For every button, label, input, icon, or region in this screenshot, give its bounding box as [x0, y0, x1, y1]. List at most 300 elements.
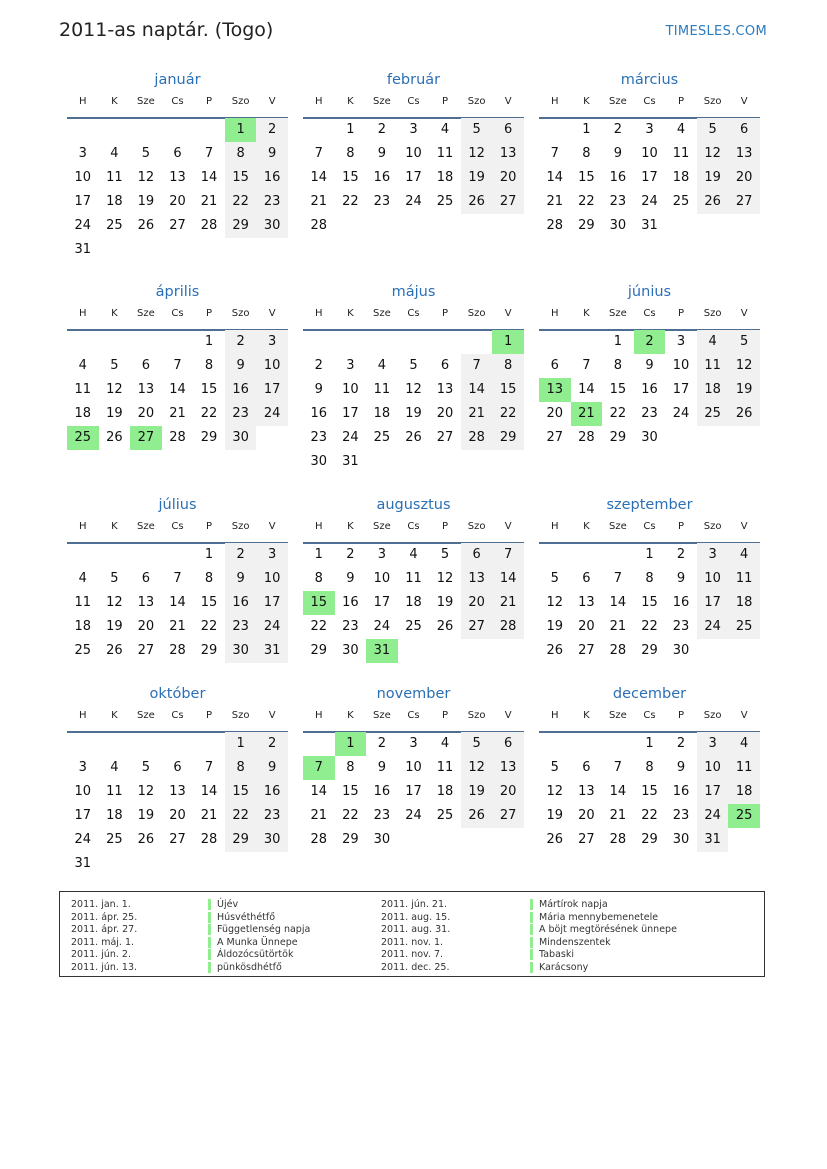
weekday-header: H: [315, 308, 323, 319]
day-cell: 30: [232, 643, 249, 658]
day-cell: 3: [78, 146, 87, 161]
day-cell: 30: [609, 218, 627, 233]
weekday-header: H: [79, 308, 87, 319]
weekday-header: V: [740, 710, 748, 721]
day-cell: 6: [740, 122, 749, 137]
day-cell: 5: [110, 358, 119, 373]
day-cell: 24: [641, 194, 658, 209]
day-cell: 18: [704, 382, 721, 397]
day-cell: 2: [268, 122, 277, 137]
day-cell: 14: [169, 595, 186, 610]
holiday-legend: [59, 891, 765, 977]
holiday-day: 25: [67, 426, 99, 450]
day-cell: 7: [173, 571, 182, 586]
day-cell: 14: [499, 571, 517, 586]
weekday-header: Sze: [609, 710, 627, 721]
day-cell: 28: [310, 832, 328, 847]
day-cell: 15: [578, 170, 595, 185]
day-cell: 17: [641, 170, 658, 185]
day-cell: 11: [704, 358, 721, 373]
day-cell: 20: [499, 170, 517, 185]
weekday-header: P: [442, 710, 449, 721]
holiday-day: 1: [335, 732, 367, 756]
weekday-header: H: [315, 710, 323, 721]
day-cell: 17: [373, 595, 391, 610]
brand-link[interactable]: TIMESLES.COM: [665, 24, 767, 39]
holiday-day: 1: [225, 118, 257, 142]
day-cell: 26: [106, 430, 123, 445]
day-cell: 27: [546, 430, 564, 445]
day-cell: 18: [373, 406, 391, 421]
day-cell: 7: [613, 760, 623, 775]
day-cell: 12: [546, 595, 564, 610]
day-cell: 5: [409, 358, 418, 373]
day-cell: 23: [672, 808, 690, 823]
day-cell: 21: [310, 808, 328, 823]
day-cell: 18: [735, 784, 753, 799]
day-cell: 25: [436, 808, 454, 823]
day-cell: 20: [578, 619, 595, 634]
day-cell: 20: [169, 808, 186, 823]
day-cell: 15: [232, 170, 249, 185]
day-cell: 27: [499, 808, 517, 823]
weekday-header: V: [268, 710, 276, 721]
day-cell: 16: [609, 170, 627, 185]
day-cell: 14: [546, 170, 564, 185]
day-cell: 9: [377, 146, 387, 161]
day-cell: 8: [613, 358, 623, 373]
day-cell: 21: [169, 406, 186, 421]
day-cell: 6: [504, 736, 513, 751]
day-cell: 8: [645, 760, 654, 775]
month-name: június: [627, 284, 672, 300]
weekday-header: P: [206, 96, 213, 107]
day-cell: 21: [169, 619, 186, 634]
weekday-header: H: [79, 96, 87, 107]
day-cell: 25: [74, 643, 92, 658]
day-cell: 27: [578, 643, 595, 658]
day-cell: 4: [78, 358, 87, 373]
weekday-header: H: [551, 521, 559, 532]
weekday-header: P: [442, 308, 449, 319]
day-cell: 4: [440, 736, 450, 751]
day-cell: 14: [310, 784, 328, 799]
day-cell: 24: [405, 194, 422, 209]
weekday-header: K: [347, 521, 354, 532]
day-cell: 11: [74, 595, 92, 610]
month-name: február: [386, 72, 441, 88]
page-title: 2011-as naptár. (Togo): [59, 19, 274, 41]
weekday-header: Szo: [467, 521, 486, 532]
day-cell: 19: [468, 784, 485, 799]
day-cell: 12: [106, 595, 123, 610]
day-cell: 2: [676, 547, 686, 562]
day-cell: 10: [263, 358, 281, 373]
day-cell: 26: [546, 832, 564, 847]
day-cell: 10: [641, 146, 658, 161]
day-cell: 14: [200, 170, 218, 185]
day-cell: 17: [704, 595, 721, 610]
day-cell: 14: [310, 170, 328, 185]
day-cell: 14: [578, 382, 595, 397]
day-cell: 28: [310, 218, 328, 233]
weekday-header: K: [583, 96, 590, 107]
weekday-header: P: [206, 308, 213, 319]
day-cell: 19: [735, 382, 753, 397]
weekday-header: Sze: [137, 308, 155, 319]
day-cell: 24: [74, 218, 92, 233]
day-cell: 23: [672, 619, 690, 634]
day-cell: 9: [346, 571, 355, 586]
weekday-header: Cs: [171, 96, 184, 107]
weekday-header: V: [504, 521, 512, 532]
legend-holiday-name: A böjt megtörésének ünnepe: [530, 924, 677, 935]
day-cell: 21: [609, 808, 627, 823]
day-cell: 22: [232, 808, 249, 823]
day-cell: 6: [173, 146, 182, 161]
day-cell: 22: [578, 194, 595, 209]
day-cell: 12: [106, 382, 123, 397]
day-cell: 24: [672, 406, 690, 421]
day-cell: 12: [405, 382, 422, 397]
day-cell: 3: [268, 334, 277, 349]
day-cell: 10: [373, 571, 391, 586]
day-cell: 6: [582, 571, 591, 586]
weekday-header: K: [111, 96, 118, 107]
day-cell: 29: [310, 643, 328, 658]
day-cell: 26: [468, 194, 485, 209]
weekday-header: Sze: [373, 710, 391, 721]
day-cell: 12: [468, 760, 485, 775]
day-cell: 13: [137, 595, 155, 610]
day-cell: 23: [609, 194, 627, 209]
day-cell: 5: [550, 571, 559, 586]
day-cell: 28: [499, 619, 517, 634]
day-cell: 6: [440, 358, 450, 373]
weekday-header: Szo: [231, 308, 250, 319]
weekday-header: Cs: [407, 308, 420, 319]
day-cell: 12: [137, 784, 155, 799]
day-cell: 15: [200, 595, 218, 610]
day-cell: 25: [704, 406, 721, 421]
holiday-day: 31: [366, 639, 398, 663]
day-cell: 3: [346, 358, 355, 373]
day-cell: 22: [232, 194, 249, 209]
day-cell: 8: [346, 146, 355, 161]
legend-holiday-name: Újév: [208, 899, 238, 910]
holiday-day: 1: [492, 330, 524, 354]
day-cell: 21: [200, 194, 218, 209]
day-cell: 21: [499, 595, 517, 610]
day-cell: 7: [204, 146, 214, 161]
weekday-header: Szo: [467, 96, 486, 107]
weekday-header: K: [583, 308, 590, 319]
day-cell: 16: [672, 595, 690, 610]
day-cell: 16: [373, 784, 391, 799]
day-cell: 9: [268, 146, 277, 161]
weekday-header: P: [442, 521, 449, 532]
day-cell: 4: [440, 122, 450, 137]
day-cell: 29: [232, 218, 249, 233]
legend-date: 2011. jan. 1.: [71, 899, 131, 910]
day-cell: 18: [436, 170, 454, 185]
day-cell: 24: [704, 808, 721, 823]
legend-date: 2011. dec. 25.: [381, 961, 450, 973]
day-cell: 30: [310, 454, 328, 469]
weekday-header: H: [551, 308, 559, 319]
day-cell: 24: [405, 808, 422, 823]
day-cell: 14: [169, 382, 186, 397]
day-cell: 27: [499, 194, 517, 209]
holiday-day: 21: [571, 402, 603, 426]
day-cell: 18: [735, 595, 753, 610]
day-cell: 23: [263, 808, 281, 823]
day-cell: 16: [310, 406, 328, 421]
weekday-header: Sze: [137, 710, 155, 721]
day-cell: 7: [582, 358, 591, 373]
day-cell: 7: [314, 146, 323, 161]
day-cell: 27: [169, 218, 186, 233]
day-cell: 16: [263, 784, 281, 799]
day-cell: 14: [200, 784, 218, 799]
day-cell: 11: [436, 760, 454, 775]
legend-holiday-name: Mária mennybemenetele: [530, 912, 658, 923]
day-cell: 18: [672, 170, 690, 185]
month-name: május: [391, 284, 436, 300]
day-cell: 4: [740, 547, 749, 562]
day-cell: 25: [373, 430, 391, 445]
day-cell: 7: [173, 358, 182, 373]
day-cell: 4: [377, 358, 387, 373]
weekday-header: Sze: [373, 521, 391, 532]
day-cell: 2: [613, 122, 623, 137]
weekday-header: P: [442, 96, 449, 107]
day-cell: 29: [200, 430, 218, 445]
day-cell: 8: [204, 571, 214, 586]
legend-holiday-name: Függetlenség napja: [208, 924, 310, 935]
day-cell: 10: [405, 146, 422, 161]
day-cell: 1: [582, 122, 591, 137]
holiday-day: 2: [634, 330, 666, 354]
day-cell: 21: [468, 406, 485, 421]
legend-date: 2011. ápr. 27.: [71, 924, 138, 935]
day-cell: 9: [676, 571, 686, 586]
day-cell: 3: [645, 122, 654, 137]
day-cell: 15: [200, 382, 218, 397]
day-cell: 5: [550, 760, 559, 775]
day-cell: 18: [106, 194, 123, 209]
weekday-header: Cs: [171, 308, 184, 319]
day-cell: 28: [578, 430, 595, 445]
day-cell: 4: [676, 122, 686, 137]
day-cell: 2: [268, 736, 277, 751]
day-cell: 26: [468, 808, 485, 823]
day-cell: 5: [740, 334, 749, 349]
weekday-header: Cs: [643, 308, 656, 319]
legend-date: 2011. aug. 15.: [381, 911, 451, 923]
day-cell: 16: [672, 784, 690, 799]
day-cell: 22: [342, 194, 359, 209]
weekday-header: H: [315, 521, 323, 532]
weekday-header: Sze: [609, 96, 627, 107]
legend-holiday-name: pünkösdhétfő: [208, 962, 282, 973]
day-cell: 10: [263, 571, 281, 586]
weekday-header: Szo: [703, 710, 722, 721]
day-cell: 23: [232, 406, 249, 421]
weekday-header: V: [740, 521, 748, 532]
weekday-header: Szo: [231, 521, 250, 532]
day-cell: 3: [377, 547, 387, 562]
day-cell: 13: [169, 784, 186, 799]
day-cell: 9: [676, 760, 686, 775]
holiday-day: 25: [728, 804, 760, 828]
day-cell: 27: [137, 643, 155, 658]
weekday-header: Szo: [231, 710, 250, 721]
month-divider: [303, 329, 524, 331]
day-cell: 1: [645, 736, 654, 751]
day-cell: 30: [232, 430, 249, 445]
day-cell: 11: [735, 571, 753, 586]
day-cell: 9: [314, 382, 323, 397]
day-cell: 25: [672, 194, 690, 209]
day-cell: 17: [74, 194, 92, 209]
day-cell: 3: [268, 547, 277, 562]
day-cell: 12: [704, 146, 721, 161]
weekday-header: P: [206, 521, 213, 532]
day-cell: 4: [110, 760, 119, 775]
day-cell: 25: [735, 619, 753, 634]
weekday-header: Cs: [171, 710, 184, 721]
day-cell: 18: [436, 784, 454, 799]
day-cell: 17: [342, 406, 359, 421]
day-cell: 13: [436, 382, 454, 397]
day-cell: 11: [735, 760, 753, 775]
day-cell: 5: [440, 547, 450, 562]
day-cell: 3: [708, 736, 717, 751]
day-cell: 28: [609, 832, 627, 847]
legend-date: 2011. nov. 1.: [381, 936, 444, 948]
day-cell: 7: [472, 358, 481, 373]
day-cell: 17: [74, 808, 92, 823]
day-cell: 16: [641, 382, 658, 397]
day-cell: 31: [74, 242, 92, 257]
weekday-header: V: [504, 710, 512, 721]
weekday-header: Szo: [467, 710, 486, 721]
weekday-header: Cs: [643, 710, 656, 721]
day-cell: 30: [641, 430, 658, 445]
day-cell: 23: [342, 619, 359, 634]
day-cell: 13: [499, 760, 517, 775]
day-cell: 6: [582, 760, 591, 775]
day-cell: 10: [704, 760, 721, 775]
legend-holiday-name: A Munka Ünnepe: [208, 937, 298, 948]
day-cell: 5: [472, 122, 481, 137]
month-name: január: [154, 72, 201, 88]
day-cell: 20: [546, 406, 564, 421]
day-cell: 19: [106, 406, 123, 421]
day-cell: 17: [672, 382, 690, 397]
day-cell: 17: [263, 595, 281, 610]
day-cell: 10: [74, 784, 92, 799]
day-cell: 22: [342, 808, 359, 823]
legend-holiday-name: Tabaski: [530, 949, 574, 960]
weekday-header: Sze: [609, 521, 627, 532]
weekday-header: Sze: [609, 308, 627, 319]
day-cell: 24: [74, 832, 92, 847]
day-cell: 26: [106, 643, 123, 658]
legend-date: 2011. jún. 13.: [71, 961, 138, 973]
day-cell: 31: [342, 454, 359, 469]
day-cell: 2: [346, 547, 355, 562]
weekday-header: Cs: [643, 96, 656, 107]
day-cell: 1: [314, 547, 323, 562]
day-cell: 26: [704, 194, 721, 209]
day-cell: 8: [346, 760, 355, 775]
day-cell: 10: [342, 382, 359, 397]
month-name: december: [612, 686, 687, 702]
day-cell: 13: [735, 146, 753, 161]
weekday-header: Cs: [407, 96, 420, 107]
day-cell: 22: [609, 406, 627, 421]
day-cell: 19: [106, 619, 123, 634]
day-cell: 29: [200, 643, 218, 658]
day-cell: 31: [704, 832, 721, 847]
day-cell: 8: [582, 146, 591, 161]
day-cell: 28: [609, 643, 627, 658]
day-cell: 10: [405, 760, 422, 775]
legend-holiday-name: Karácsony: [530, 962, 588, 973]
day-cell: 30: [672, 832, 690, 847]
weekday-header: Cs: [407, 710, 420, 721]
weekday-header: V: [740, 308, 748, 319]
day-cell: 17: [704, 784, 721, 799]
day-cell: 28: [169, 643, 186, 658]
day-cell: 22: [310, 619, 328, 634]
weekday-header: H: [551, 710, 559, 721]
weekday-header: H: [79, 710, 87, 721]
weekday-header: Sze: [137, 521, 155, 532]
day-cell: 2: [314, 358, 323, 373]
day-cell: 6: [141, 358, 151, 373]
weekday-header: K: [111, 710, 118, 721]
day-cell: 11: [373, 382, 391, 397]
day-cell: 5: [472, 736, 481, 751]
weekday-header: Cs: [171, 521, 184, 532]
weekday-header: K: [347, 308, 354, 319]
legend-holiday-name: Áldozócsütörtök: [208, 949, 293, 960]
day-cell: 21: [546, 194, 564, 209]
day-cell: 25: [436, 194, 454, 209]
day-cell: 30: [263, 218, 281, 233]
day-cell: 11: [405, 571, 422, 586]
day-cell: 17: [405, 170, 422, 185]
weekday-header: Sze: [373, 96, 391, 107]
day-cell: 29: [232, 832, 249, 847]
weekday-header: Sze: [373, 308, 391, 319]
day-cell: 27: [169, 832, 186, 847]
weekday-header: Cs: [407, 521, 420, 532]
day-cell: 10: [704, 571, 721, 586]
holiday-day: 15: [303, 591, 335, 615]
day-cell: 27: [468, 619, 485, 634]
weekday-header: P: [678, 96, 685, 107]
day-cell: 12: [546, 784, 564, 799]
day-cell: 28: [200, 218, 218, 233]
weekday-header: H: [315, 96, 323, 107]
day-cell: 23: [263, 194, 281, 209]
weekday-header: V: [268, 308, 276, 319]
legend-date: 2011. jún. 2.: [71, 949, 132, 960]
